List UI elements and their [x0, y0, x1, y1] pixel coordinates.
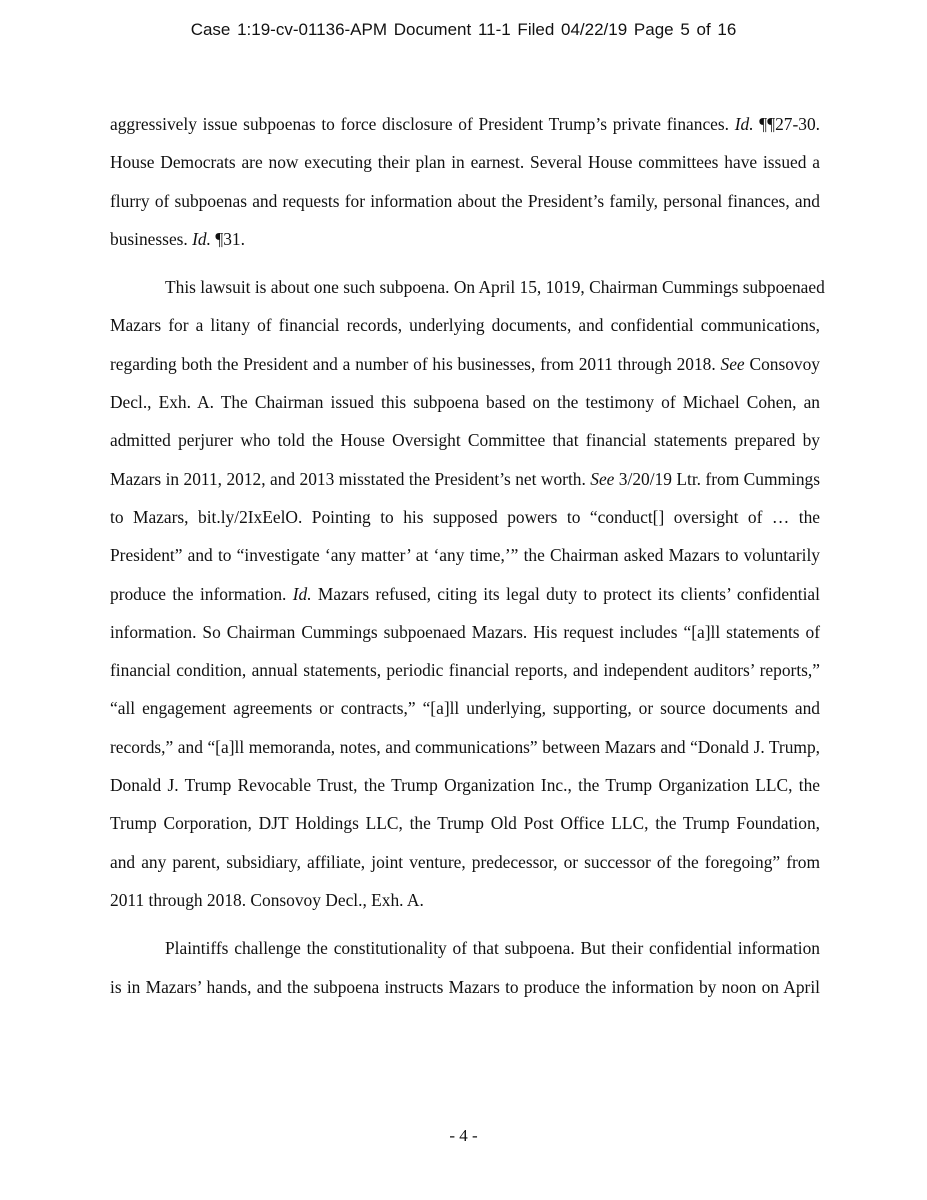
text-line: 2011 through 2018. Consovoy Decl., Exh. A.	[110, 889, 424, 910]
paragraph	[110, 934, 820, 1011]
paragraph	[110, 110, 820, 263]
text-line: regarding both the President and a number of his businesses, from 2011 through 2018. See Consovoy	[110, 353, 821, 374]
text-line: admitted perjurer who told the House Oversight Committee that financial statements prepared by	[110, 430, 820, 451]
text-line: “all engagement agreements or contracts,” “[a]ll underlying, supporting, or source documents and	[110, 698, 820, 719]
page-number: - 4 -	[449, 1126, 478, 1145]
text-line: and any parent, subsidiary, affiliate, joint venture, predecessor, or successor of the foregoing” from	[110, 851, 820, 872]
text-line: aggressively issue subpoenas to force disclosure of President Trump’s private finances. Id. ¶¶27-30.	[110, 114, 820, 134]
text-line: records,” and “[a]ll memoranda, notes, and communications” between Mazars and “Donald J. Trump,	[110, 736, 820, 757]
text-line: Donald J. Trump Revocable Trust, the Trump Organization Inc., the Trump Organization LLC, the	[110, 775, 820, 796]
document-body	[110, 110, 825, 1021]
text-line: to Mazars, bit.ly/2IxEelO. Pointing to his supposed powers to “conduct[] oversight of … the	[110, 506, 820, 527]
text-line: Trump Corporation, DJT Holdings LLC, the Trump Old Post Office LLC, the Trump Foundation,	[110, 813, 820, 834]
text-line: businesses. Id. ¶31.	[110, 228, 245, 249]
text-line: President” and to “investigate ‘any matter’ at ‘any time,’” the Chairman asked Mazars to voluntarily	[110, 545, 820, 566]
text-line: Decl., Exh. A. The Chairman issued this subpoena based on the testimony of Michael Cohen, an	[110, 392, 820, 413]
text-line: flurry of subpoenas and requests for information about the President’s family, personal finances, and	[110, 190, 820, 211]
case-header-stamp: Case 1:19-cv-01136-APM Document 11-1 Filed 04/22/19 Page 5 of 16	[190, 20, 737, 39]
text-line: produce the information. Id. Mazars refused, citing its legal duty to protect its clients’ confidential	[110, 583, 820, 604]
text-line: House Democrats are now executing their plan in earnest. Several House committees have issued a	[110, 152, 820, 173]
text-line: Mazars for a litany of financial records, underlying documents, and confidential communications,	[110, 315, 820, 336]
text-line: financial condition, annual statements, periodic financial reports, and independent auditors’ reports,”	[110, 660, 820, 681]
text-line: information. So Chairman Cummings subpoenaed Mazars. His request includes “[a]ll statements of	[110, 621, 820, 642]
text-line: Plaintiffs challenge the constitutionality of that subpoena. But their confidential information	[165, 938, 820, 959]
text-line: This lawsuit is about one such subpoena. On April 15, 1019, Chairman Cummings subpoenaed	[165, 277, 825, 298]
text-line: Mazars in 2011, 2012, and 2013 misstated the President’s net worth. See 3/20/19 Ltr. from Cummings	[110, 468, 820, 489]
paragraph	[110, 273, 825, 924]
text-line: is in Mazars’ hands, and the subpoena instructs Mazars to produce the information by noon on April	[110, 976, 820, 997]
